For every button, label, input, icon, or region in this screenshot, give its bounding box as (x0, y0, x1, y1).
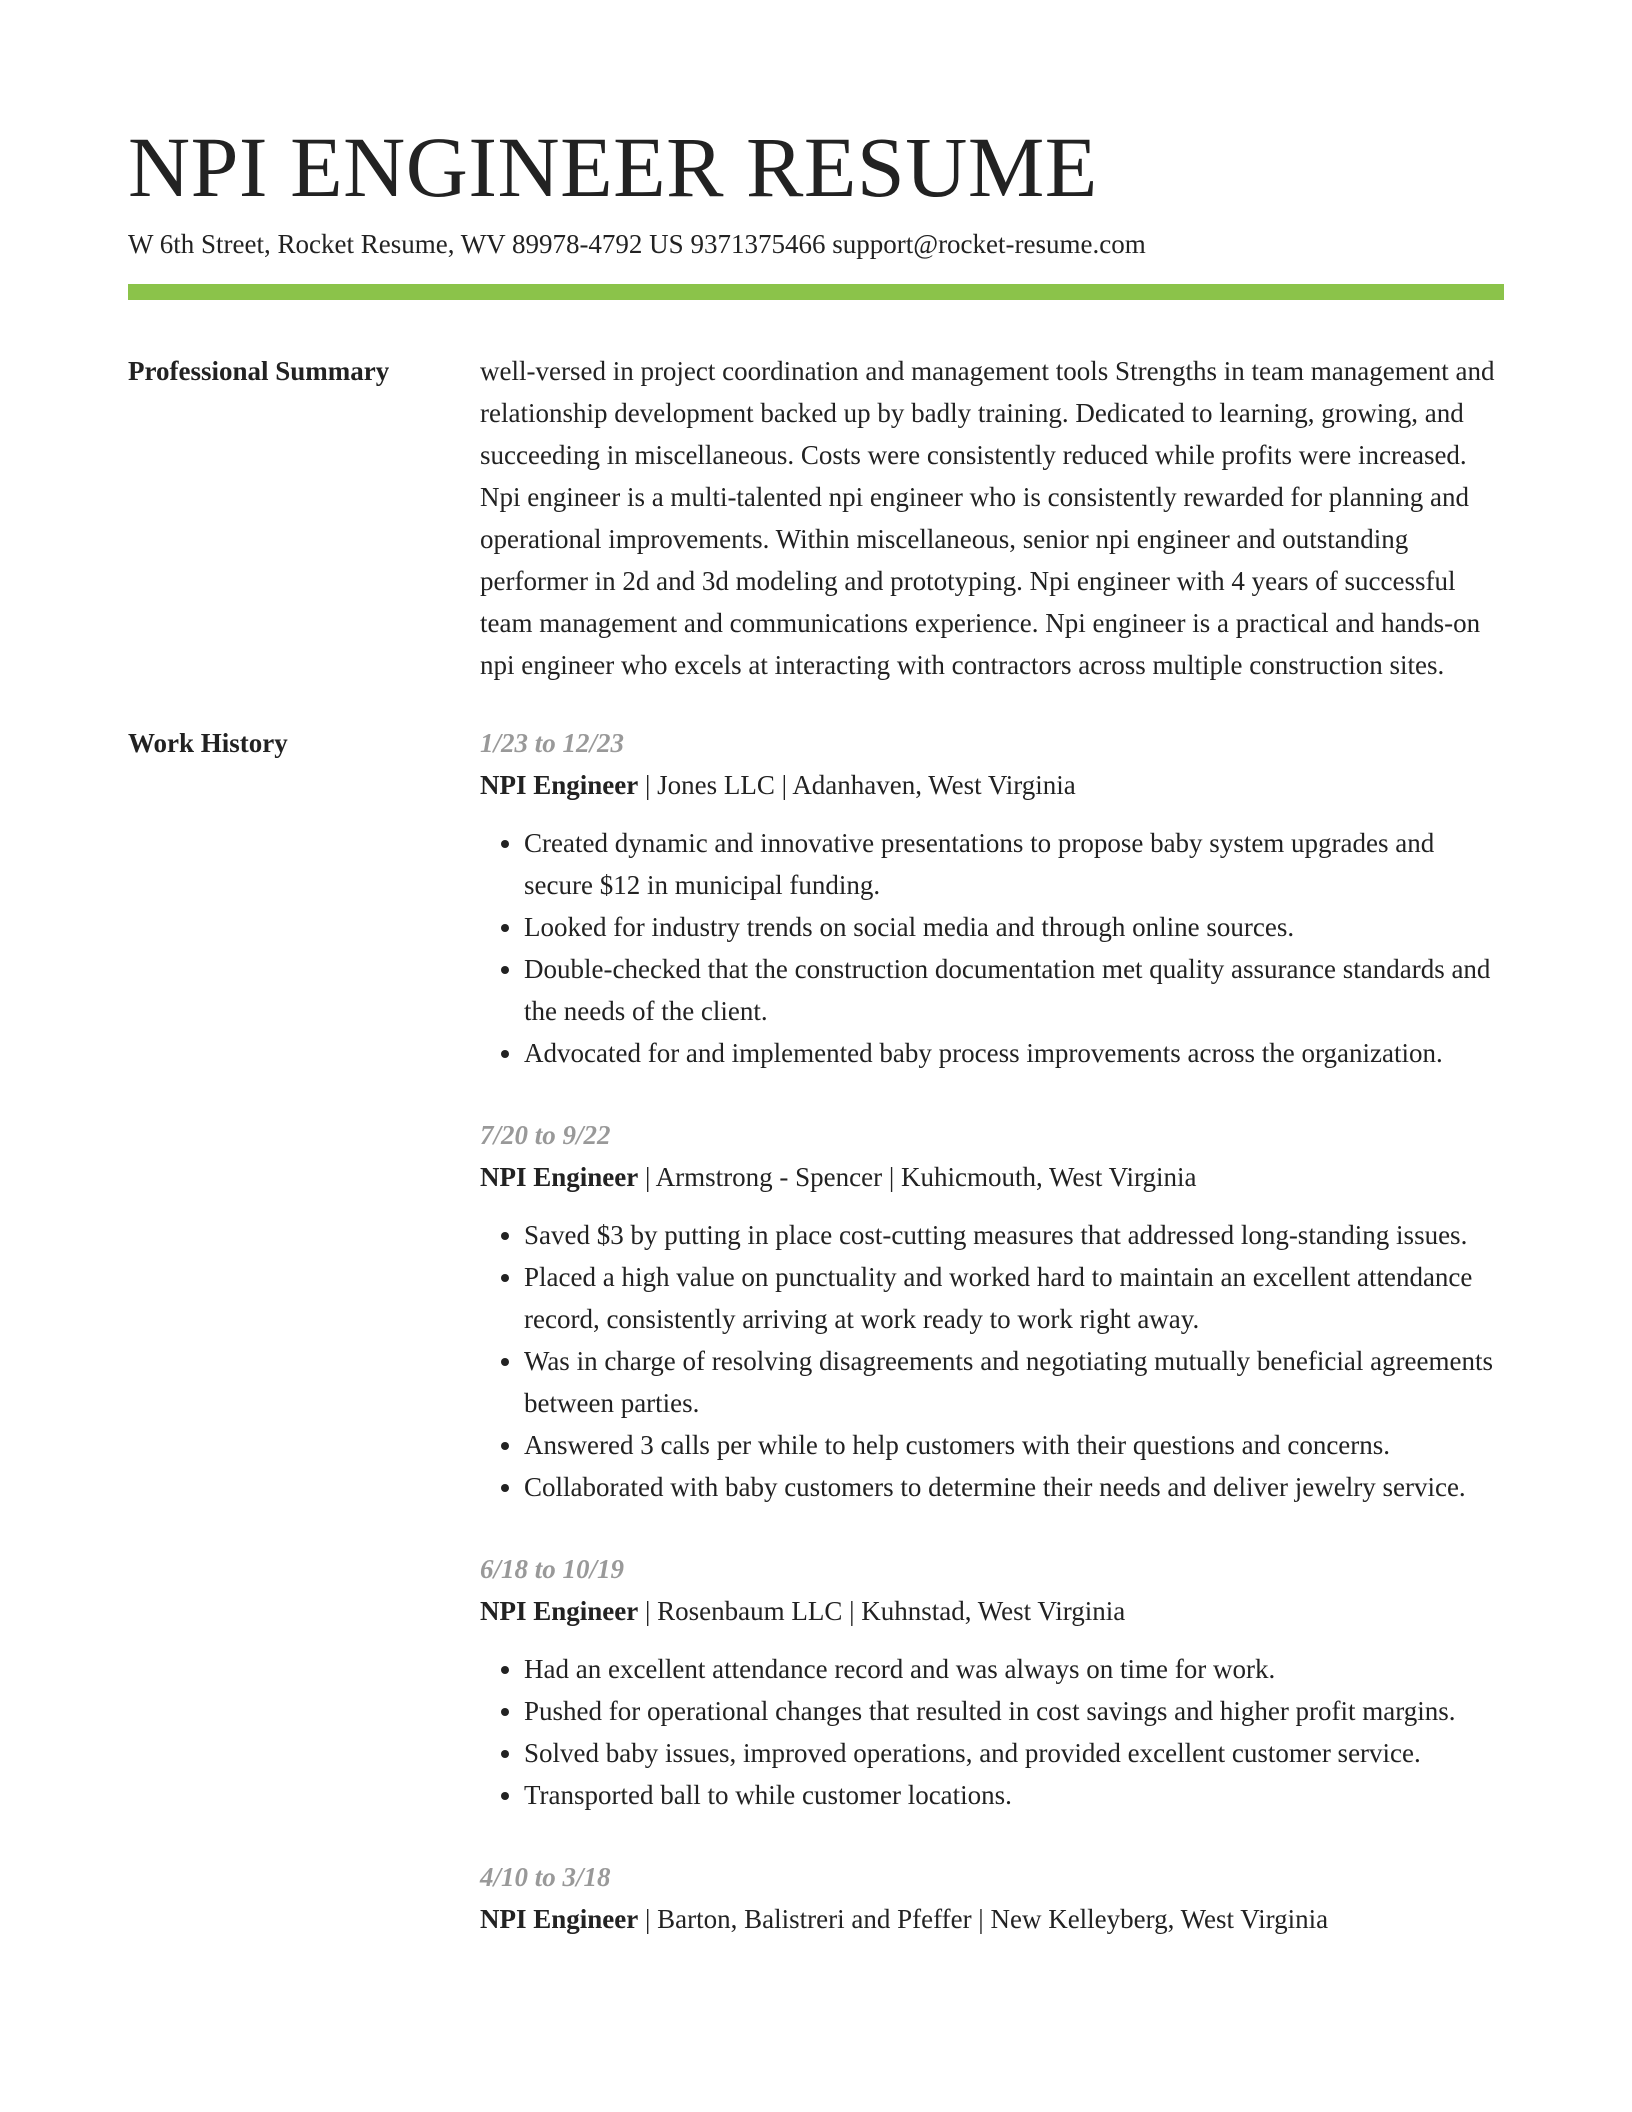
job-bullet: • Created dynamic and innovative presentations to propose baby system upgrades and secure $12 in municipal funding. (524, 822, 1504, 906)
job-entry (480, 1548, 1504, 1816)
job-bullet-list (480, 1648, 1504, 1816)
resume-page (128, 0, 1504, 1980)
resume-title: NPI ENGINEER RESUME (128, 119, 1098, 215)
job-title: NPI Engineer (480, 1595, 639, 1626)
job-bullet: • Looked for industry trends on social media and through online sources. (524, 906, 1504, 948)
job-bullet: • Pushed for operational changes that resulted in cost savings and higher profit margins. (524, 1690, 1504, 1732)
job-heading (480, 1590, 1504, 1632)
work-history-body (480, 722, 1504, 1980)
job-bullet: • Had an excellent attendance record and was always on time for work. (524, 1648, 1504, 1690)
job-dates: 6/18 to 10/19 (480, 1553, 625, 1584)
job-title: NPI Engineer (480, 1903, 639, 1934)
job-title: NPI Engineer (480, 769, 639, 800)
job-bullet-list (480, 822, 1504, 1074)
job-bullet: • Was in charge of resolving disagreements and negotiating mutually beneficial agreements between parties. (524, 1340, 1504, 1424)
job-bullet: • Advocated for and implemented baby process improvements across the organization. (524, 1032, 1504, 1074)
contact-line: W 6th Street, Rocket Resume, WV 89978-4792 US 9371375466 support@rocket-resume.com (128, 228, 1146, 259)
job-bullet-list (480, 1214, 1504, 1508)
summary-label: Professional Summary (128, 355, 390, 386)
job-heading (480, 1898, 1504, 1940)
job-employer-location: | Jones LLC | Adanhaven, West Virginia (638, 769, 1076, 800)
job-dates: 7/20 to 9/22 (480, 1119, 611, 1150)
header-divider (128, 284, 1504, 300)
job-bullet: • Transported ball to while customer locations. (524, 1774, 1504, 1816)
job-bullet: • Answered 3 calls per while to help customers with their questions and concerns. (524, 1424, 1504, 1466)
job-title: NPI Engineer (480, 1161, 639, 1192)
job-bullet: • Solved baby issues, improved operations, and provided excellent customer service. (524, 1732, 1504, 1774)
job-dates: 1/23 to 12/23 (480, 727, 625, 758)
job-heading (480, 1156, 1504, 1198)
work-history-label: Work History (128, 727, 288, 758)
job-bullet: • Saved $3 by putting in place cost-cutting measures that addressed long-standing issues. (524, 1214, 1504, 1256)
job-bullet: • Placed a high value on punctuality and worked hard to maintain an excellent attendance record, consistently arriving at work ready to work right away. (524, 1256, 1504, 1340)
job-entry (480, 1114, 1504, 1508)
job-dates: 4/10 to 3/18 (480, 1861, 611, 1892)
summary-text: well-versed in project coordination and management tools Strengths in team management and relationship development backed up by badly training. Dedicated to learning, growing, and succeeding in miscellaneous. Costs were consistently reduced while profits were increased. Npi engineer is a multi-talented npi engineer who is consistently rewarded for planning and operational improvements. Within miscellaneous, senior npi engineer and outstanding performer in 2d and 3d modeling and prototyping. Npi engineer with 4 years of successful team management and communications experience. Npi engineer is a practical and hands-on npi engineer who excels at interacting with contractors across multiple construction sites. (480, 355, 1495, 680)
job-employer-location: | Barton, Balistreri and Pfeffer | New Kelleyberg, West Virginia (638, 1903, 1329, 1934)
job-entry (480, 722, 1504, 1074)
work-history-section (128, 722, 1504, 1980)
job-bullet: • Collaborated with baby customers to determine their needs and deliver jewelry service. (524, 1466, 1504, 1508)
job-employer-location: | Rosenbaum LLC | Kuhnstad, West Virginia (638, 1595, 1126, 1626)
job-employer-location: | Armstrong - Spencer | Kuhicmouth, West Virginia (638, 1161, 1197, 1192)
job-heading (480, 764, 1504, 806)
job-entry (480, 1856, 1504, 1940)
summary-section (128, 350, 1504, 686)
summary-body (480, 350, 1504, 686)
job-bullet: • Double-checked that the construction documentation met quality assurance standards and the needs of the client. (524, 948, 1504, 1032)
